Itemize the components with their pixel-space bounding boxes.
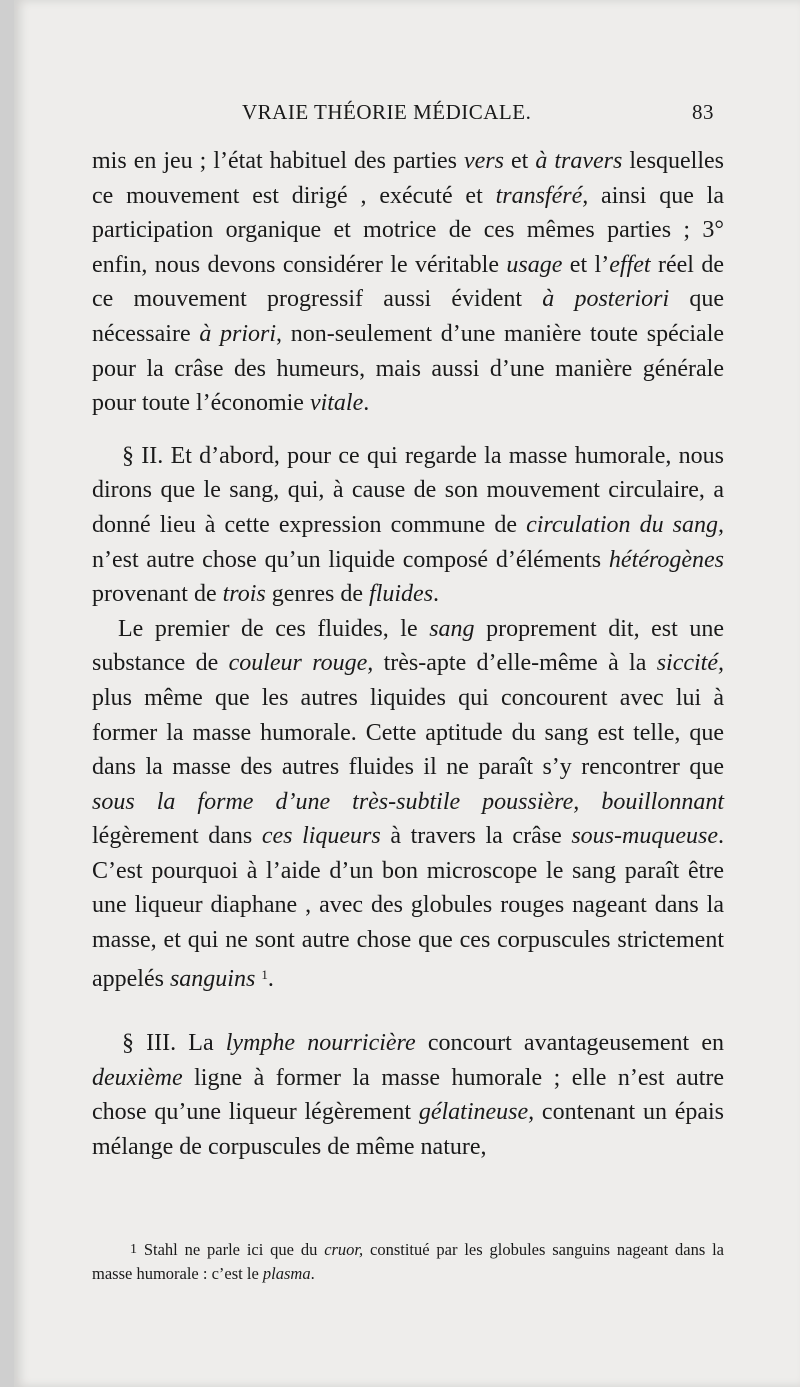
italic-run: vers <box>464 148 504 174</box>
text-run: lesquelles ce mouvement est dirigé , exécuté et <box>92 148 725 209</box>
italic-run: sang <box>429 615 475 642</box>
text-run: ainsi que la participation organique et motrice de ces mêmes parties ; 3° enfin, nous devons considérer le véritable <box>92 182 724 278</box>
text-run: que nécessaire <box>92 286 724 347</box>
text-run: proprement dit, est une substance de <box>92 615 725 677</box>
italic-run: sous la forme d’une très-subtile poussière, bouillonnant <box>92 788 724 815</box>
text-run: § II. Et d’abord, pour ce qui regarde la masse humorale, nous dirons que le sang, qui, à cause de son mouvement circulaire, a donné lieu à cette expression commune de <box>92 442 724 538</box>
italic-run: lymphe nourricière <box>225 1030 416 1057</box>
italic-run: à posteriori <box>542 286 670 313</box>
footnote <box>92 1238 724 1286</box>
italic-run: hétérogènes <box>608 546 724 573</box>
italic-run: fluides <box>369 581 434 608</box>
text-run: légèrement dans <box>92 823 262 850</box>
running-header <box>242 100 714 125</box>
text-run: provenant de <box>92 581 223 608</box>
paragraph-3 <box>92 612 724 997</box>
text-run: , non-seulement d’une manière toute spéciale pour la crâse des humeurs, mais aussi d’une manière générale pour toute l’économie <box>92 320 725 417</box>
page-number: 83 <box>692 100 714 124</box>
paragraph-section-2 <box>92 439 724 612</box>
italic-run: plasma <box>262 1264 311 1283</box>
italic-run: cruor, <box>324 1240 364 1259</box>
italic-run: circulation du sang, <box>526 511 724 538</box>
italic-run: ces liqueurs <box>261 823 381 850</box>
italic-run: sous-muqueuse <box>571 823 718 850</box>
text-run: . <box>433 581 440 608</box>
text-run: § III. La <box>122 1030 226 1057</box>
text-run: ligne à former la masse humorale ; elle n’est autre chose qu’une liqueur légèrement <box>92 1064 724 1126</box>
text-run: à travers la crâse <box>380 823 572 850</box>
text-run: et l’ <box>562 251 610 278</box>
text-run: plus même que les autres liquides qui concourent avec lui à former la masse humorale. Cette aptitude du sang est telle, que dans la masse des autres fluides il ne paraît s’y rencontrer que <box>92 684 724 781</box>
text-run: très-apte d’elle-même à la <box>373 650 657 677</box>
italic-run: usage <box>506 251 563 278</box>
paragraph-section-3 <box>92 1026 724 1164</box>
italic-run: effet <box>609 251 651 278</box>
text-run: Le premier de ces fluides, le <box>118 615 430 642</box>
text-run: concourt avantageusement en <box>415 1030 724 1057</box>
text-run: . <box>363 390 370 417</box>
footnote-number: 1 <box>130 1242 137 1257</box>
text-run: réel de ce mouvement progressif aussi évident <box>92 251 724 313</box>
text-run: constitué par les globules sanguins nageant dans la masse humorale : c’est le <box>92 1240 724 1283</box>
italic-run: transféré, <box>495 182 589 209</box>
book-page <box>14 0 800 1387</box>
text-run: n’est autre chose qu’un liquide composé d’éléments <box>92 546 609 573</box>
italic-run: vitale <box>309 390 364 417</box>
italic-run: trois <box>222 581 266 608</box>
paragraph-1 <box>92 144 724 421</box>
running-title: VRAIE THÉORIE MÉDICALE. <box>242 100 532 124</box>
text-run: genres de <box>265 581 370 608</box>
text-run: et <box>503 148 536 174</box>
italic-run: à travers <box>535 148 623 174</box>
footnote-reference[interactable]: 1 <box>261 966 268 982</box>
text-run: contenant un épais mélange de corpuscules de même nature, <box>92 1099 725 1161</box>
italic-run: deuxième <box>92 1064 183 1091</box>
main-text <box>92 144 724 1165</box>
italic-run: à priori <box>199 320 277 347</box>
text-run: . <box>310 1264 315 1283</box>
italic-run: couleur rouge, <box>228 650 374 677</box>
italic-run: sanguins <box>169 965 256 992</box>
italic-run: gélatineuse, <box>418 1099 535 1126</box>
text-run: Stahl ne parle ici que du <box>137 1240 325 1259</box>
text-run: . <box>267 965 274 992</box>
text-run: . C’est pourquoi à l’aide d’un bon microscope le sang paraît être une liqueur diaphane , avec des globules rouges nageant dans la masse, et qui ne sont autre chose que ces corpuscules strictement appelés <box>92 823 724 992</box>
text-run: mis en jeu ; l’état habituel des parties <box>92 148 464 174</box>
italic-run: siccité, <box>656 650 724 677</box>
